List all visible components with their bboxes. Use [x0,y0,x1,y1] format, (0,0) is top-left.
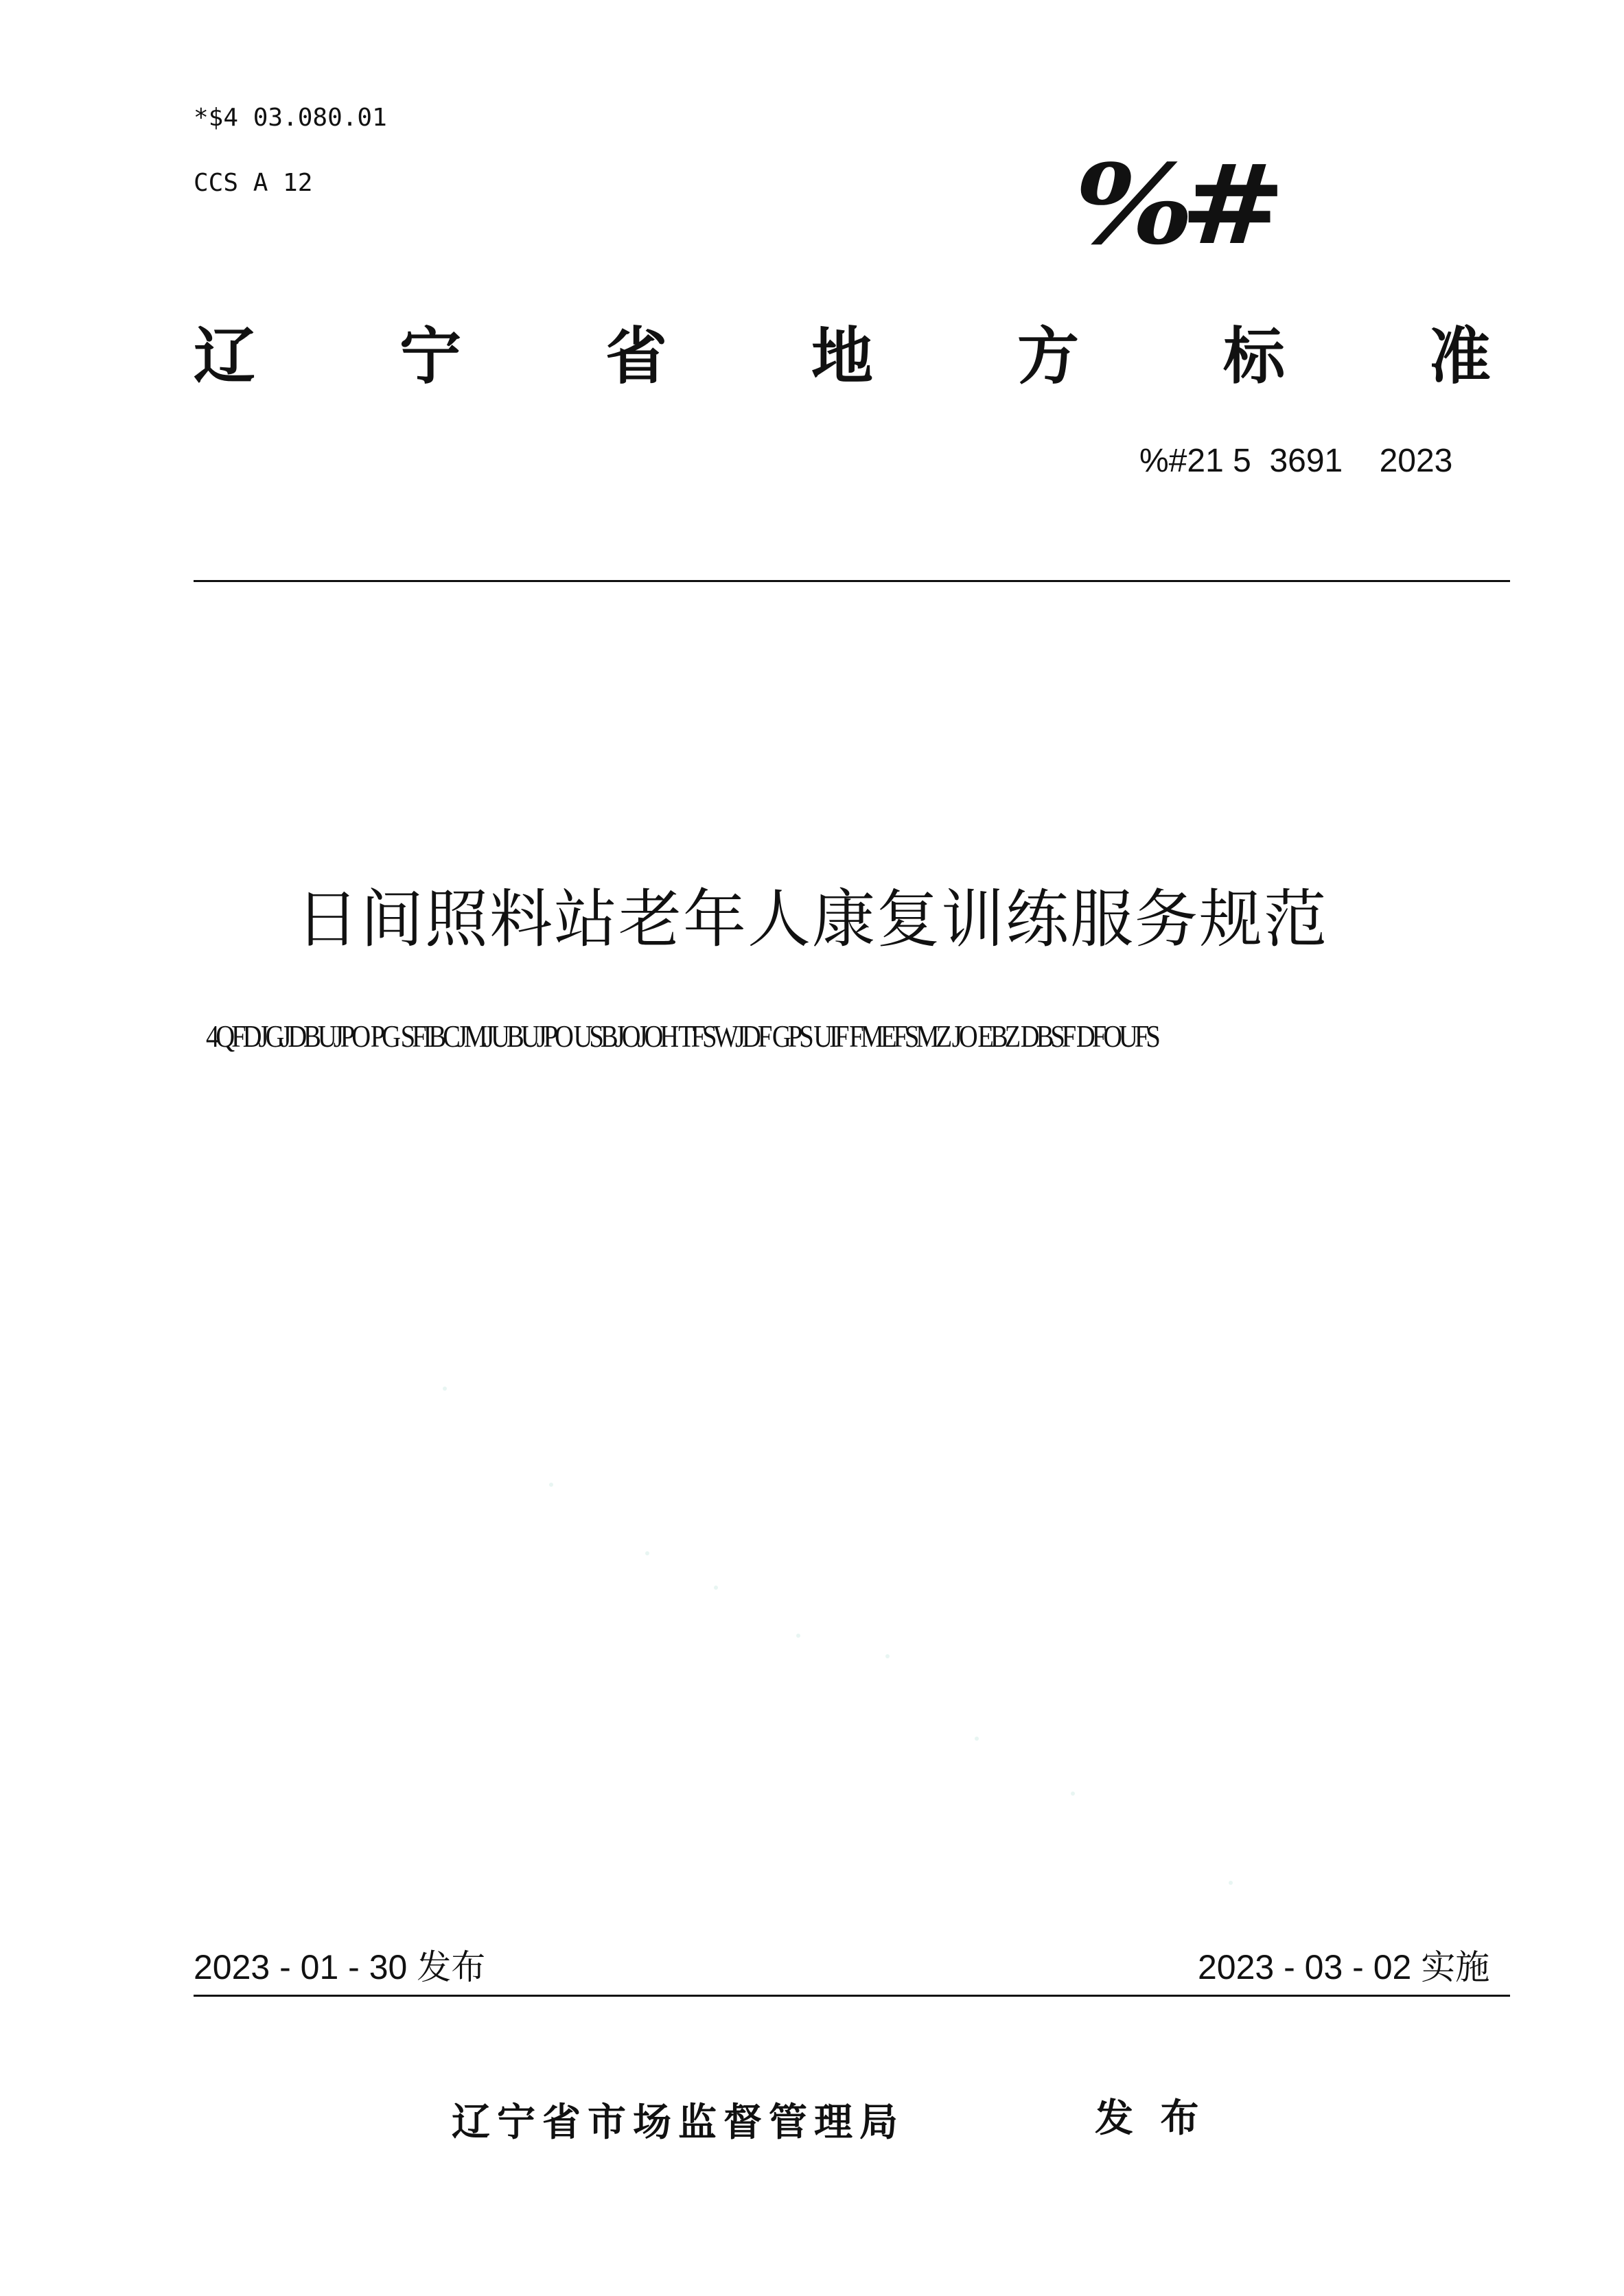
issue-date: 2023 - 01 - 30 发布 [194,1948,486,1986]
standard-kind-heading [194,323,1491,391]
standard-kind-char: 标 [1223,321,1285,393]
standard-kind-char: 方 [1017,321,1079,393]
implementation-date: 2023 - 03 - 02 实施 [1198,1948,1490,1986]
standard-number: %#21 5 3691 2023 [1139,443,1453,479]
publisher-name: 辽宁省市场监督管理局 [452,2100,905,2145]
document-title-english: 4QFDJGJDBUJPO PG SFIBCJMJUBUJPO USBJOJOH TFSWJDF GPS UIF FMEFSMZ JO EBZ DBSF DFOUFS [206,1019,1157,1054]
publisher-action: 发 布 [1095,2096,1206,2141]
ics-code: *$4 03.080.01 [194,104,387,132]
standard-kind-char: 辽 [194,321,255,393]
standard-kind-char: 准 [1429,321,1491,393]
document-title: 日间照料站老年人康复训练服务规范 [295,883,1328,956]
standard-kind-char: 宁 [399,321,461,393]
standard-kind-char: 地 [811,321,873,393]
ccs-code: CCS A 12 [194,169,313,197]
footer-divider [194,1995,1510,1997]
standard-kind-char: 省 [605,321,667,393]
header-divider [194,580,1510,582]
db-logo: %# [1074,140,1272,269]
